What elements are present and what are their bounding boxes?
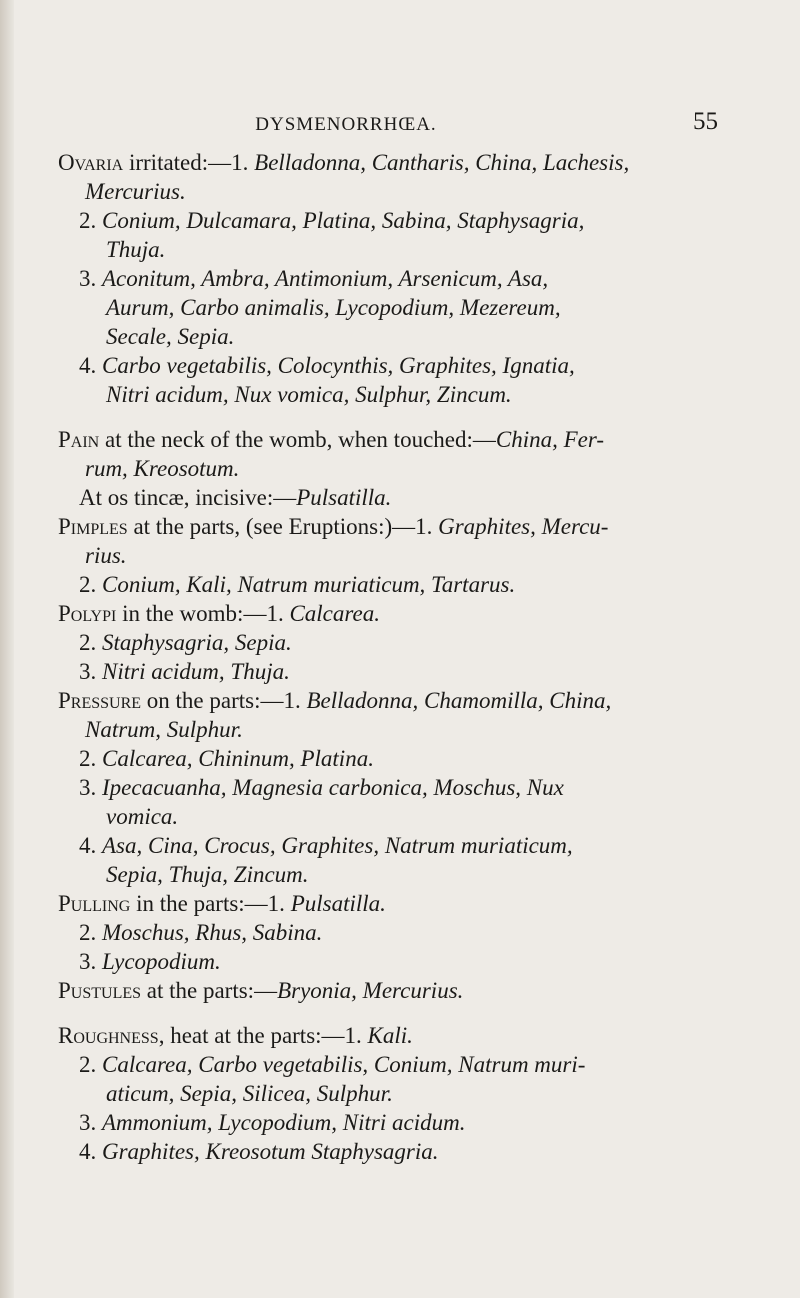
- symptom-text: in the womb:—1.: [116, 601, 290, 626]
- entry-line: [58, 1050, 718, 1079]
- entry-pustules: [58, 976, 718, 1005]
- entry-line: [58, 1137, 718, 1166]
- entry-line: [58, 322, 718, 351]
- symptom-text: irritated:—1.: [123, 150, 255, 175]
- remedy-list: Pulsatilla.: [290, 891, 386, 916]
- entry-line: [58, 206, 718, 235]
- page-gutter-shadow: [0, 0, 14, 1298]
- entry-line: [58, 512, 718, 541]
- remedy-list: Calcarea, Carbo vegetabilis, Conium, Natrum muri-: [102, 1052, 586, 1077]
- symptom-text: on the parts:—1.: [141, 688, 307, 713]
- remedy-list: Moschus, Rhus, Sabina.: [102, 920, 323, 945]
- remedy-list: Asa, Cina, Crocus, Graphites, Natrum muriaticum,: [102, 833, 573, 858]
- entry-line: [58, 1079, 718, 1108]
- entry-roughness: [58, 1021, 718, 1166]
- remedy-list: Aconitum, Ambra, Antimonium, Arsenicum, Asa,: [102, 266, 549, 291]
- remedy-list: Conium, Dulcamara, Platina, Sabina, Staphysagria,: [102, 208, 585, 233]
- entry-pulling: [58, 889, 718, 976]
- entry-heading: Roughness: [58, 1023, 159, 1048]
- entry-line: [58, 177, 718, 206]
- remedy-list: Kali.: [367, 1023, 413, 1048]
- entry-line: [58, 599, 718, 628]
- entry-heading: Pressure: [58, 688, 142, 713]
- grade-number: 4.: [79, 353, 102, 378]
- remedy-list: Pulsatilla.: [296, 485, 392, 510]
- entry-line: [58, 293, 718, 322]
- entry-heading: Ovaria: [58, 150, 124, 175]
- remedy-list: Calcarea, Chininum, Platina.: [102, 746, 374, 771]
- symptom-text: at the parts:—: [141, 978, 278, 1003]
- entry-line: [58, 802, 718, 831]
- grade-number: 3.: [79, 1110, 102, 1135]
- symptom-text: At os tincæ, incisive:—: [79, 485, 297, 510]
- entry-line: [58, 1108, 718, 1137]
- remedy-list: Belladonna, Cantharis, China, Lachesis,: [254, 150, 630, 175]
- symptom-text: at the neck of the womb, when touched:—: [99, 427, 496, 452]
- remedy-list: Ipecacuanha, Magnesia carbonica, Moschus, Nux: [102, 775, 564, 800]
- entry-line: [58, 541, 718, 570]
- remedy-list: Ammonium, Lycopodium, Nitri acidum.: [102, 1110, 466, 1135]
- entry-line: [58, 686, 718, 715]
- entry-line: [58, 744, 718, 773]
- remedy-list: China, Fer-: [495, 427, 605, 452]
- remedy-list: aticum, Sepia, Silicea, Sulphur.: [106, 1081, 393, 1106]
- entry-line: [58, 380, 718, 409]
- entry-line: [58, 1021, 718, 1050]
- entry-line: [58, 860, 718, 889]
- remedy-list: Nitri acidum, Nux vomica, Sulphur, Zincum.: [106, 382, 512, 407]
- entry-pain: [58, 425, 718, 512]
- entry-line: [58, 773, 718, 802]
- grade-number: 4.: [79, 1139, 102, 1164]
- grade-number: 3.: [79, 659, 102, 684]
- entry-heading: Pustules: [58, 978, 142, 1003]
- page-header: [66, 108, 718, 148]
- entry-pressure: [58, 686, 718, 889]
- entry-heading: Pulling: [58, 891, 131, 916]
- entry-line: [58, 918, 718, 947]
- running-title: DYSMENORRHŒA.: [255, 114, 437, 135]
- grade-number: 2.: [79, 572, 102, 597]
- entry-line: [58, 483, 718, 512]
- entry-line: [58, 889, 718, 918]
- entry-line: [58, 425, 718, 454]
- remedy-list: Calcarea.: [289, 601, 380, 626]
- remedy-list: vomica.: [106, 804, 179, 829]
- grade-number: 2.: [79, 208, 102, 233]
- entry-line: [58, 831, 718, 860]
- remedy-list: Conium, Kali, Natrum muriaticum, Tartarus.: [102, 572, 516, 597]
- remedy-list: Nitri acidum, Thuja.: [102, 659, 290, 684]
- remedy-list: Carbo vegetabilis, Colocynthis, Graphites, Ignatia,: [102, 353, 575, 378]
- entry-line: [58, 715, 718, 744]
- entry-heading: Pain: [58, 427, 100, 452]
- entry-ovaria: [58, 148, 718, 409]
- remedy-list: Graphites, Mercu-: [438, 514, 609, 539]
- symptom-text: at the parts, (see Eruptions:)—1.: [127, 514, 439, 539]
- entry-line: [58, 657, 718, 686]
- remedy-list: Lycopodium.: [102, 949, 221, 974]
- entry-line: [58, 628, 718, 657]
- entry-line: [58, 947, 718, 976]
- remedy-list: Aurum, Carbo animalis, Lycopodium, Mezereum,: [106, 295, 561, 320]
- grade-number: 3.: [79, 775, 102, 800]
- remedy-list: Staphysagria, Sepia.: [102, 630, 292, 655]
- entry-heading: Polypi: [58, 601, 117, 626]
- entry-line: [58, 148, 718, 177]
- entry-pimples: [58, 512, 718, 599]
- symptom-text: in the parts:—1.: [130, 891, 291, 916]
- remedy-list: Thuja.: [106, 237, 166, 262]
- grade-number: 2.: [79, 630, 102, 655]
- symptom-text: , heat at the parts:—1.: [158, 1023, 368, 1048]
- grade-number: 2.: [79, 746, 102, 771]
- repertory-entries: [58, 148, 718, 1166]
- remedy-list: Mercurius.: [85, 179, 186, 204]
- remedy-list: rius.: [85, 543, 127, 568]
- remedy-list: Natrum, Sulphur.: [85, 717, 243, 742]
- book-page: [58, 108, 718, 1166]
- entry-line: [58, 235, 718, 264]
- entry-polypi: [58, 599, 718, 686]
- remedy-list: Graphites, Kreosotum Staphysagria.: [102, 1139, 439, 1164]
- page-number: 55: [693, 108, 718, 135]
- entry-line: [58, 264, 718, 293]
- entry-line: [58, 454, 718, 483]
- grade-number: 3.: [79, 266, 102, 291]
- entry-heading: Pimples: [58, 514, 128, 539]
- grade-number: 4.: [79, 833, 102, 858]
- remedy-list: Belladonna, Chamomilla, China,: [306, 688, 612, 713]
- remedy-list: Secale, Sepia.: [106, 324, 235, 349]
- grade-number: 2.: [79, 1052, 102, 1077]
- grade-number: 2.: [79, 920, 102, 945]
- remedy-list: rum, Kreosotum.: [85, 456, 240, 481]
- remedy-list: Bryonia, Mercurius.: [277, 978, 464, 1003]
- grade-number: 3.: [79, 949, 102, 974]
- entry-line: [58, 976, 718, 1005]
- entry-line: [58, 351, 718, 380]
- remedy-list: Sepia, Thuja, Zincum.: [106, 862, 309, 887]
- entry-line: [58, 570, 718, 599]
